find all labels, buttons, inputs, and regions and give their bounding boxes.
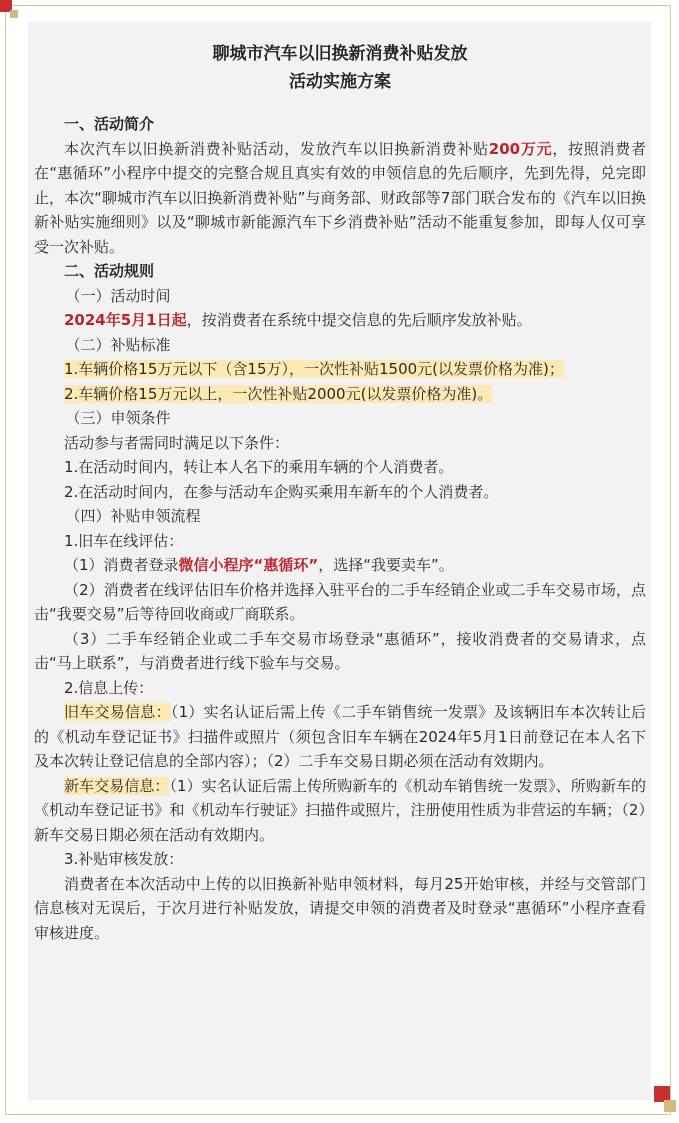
standard-heading: （二）补贴标准 (65, 335, 171, 354)
step-1-a-post: ，选择“我要卖车”。 (318, 556, 454, 574)
document-title (34, 40, 646, 96)
section-2-heading: 二、活动规则 (64, 262, 155, 280)
step-1-heading: 1.旧车在线评估： (64, 531, 184, 550)
time-text: ，按消费者在系统中提交信息的先后顺序发放补贴。 (186, 311, 532, 329)
subsidy-amount: 200万元 (488, 139, 553, 158)
old-car-info-text: （1）实名认证后需上传《二手车销售统一发票》及该辆旧车本次转让后的《机动车登记证书》扫描件或照片（须包含旧车车辆在2024年5月1日前登记在本人名下及本次转让登记信息的全部内容）；（2）二手车交易日期必须在活动有效期内。 (34, 703, 646, 770)
step-1-c: （3）二手车经销企业或二手车交易市场登录“惠循环”，接收消费者的交易请求，点击“马上联系”，与消费者进行线下验车与交易。 (34, 629, 646, 672)
conditions-intro: 活动参与者需同时满足以下条件： (64, 433, 290, 452)
new-car-info-label: 新车交易信息： (64, 776, 170, 795)
mini-program-name: 微信小程序“惠循环” (178, 556, 319, 574)
section-1-text-a: 本次汽车以旧换新消费补贴活动，发放汽车以旧换新消费补贴 (64, 139, 489, 158)
standard-item-2 (34, 382, 646, 407)
corner-decoration-top-left-inner (10, 10, 18, 18)
time-paragraph (34, 308, 646, 333)
step-1-a-pre: （1）消费者登录 (64, 556, 179, 574)
step-1-a (34, 553, 646, 578)
step-1-b: （2）消费者在线评估旧车价格并选择入驻平台的二手车经销企业或二手车交易市场，点击“我要交易”后等待回收商或厂商联系。 (34, 580, 646, 623)
start-date: 2024年5月1日起 (64, 311, 187, 329)
section-1-paragraph (34, 137, 646, 260)
old-car-info-label: 旧车交易信息： (64, 703, 171, 721)
old-car-info (34, 700, 646, 774)
step-2-heading: 2.信息上传： (64, 678, 154, 697)
section-1-text-b: ，按照消费者在“惠循环”小程序中提交的完整合规且真实有效的申领信息的先后顺序，先到先得，兑完即止，本次“聊城市汽车以旧换新消费补贴”与商务部、财政部等7部门联合发布的《汽车以旧换新补贴实施细则》以及“聊城市新能源汽车下乡消费补贴”活动不能重复参加，即每人仅可享受一次补贴。 (34, 139, 646, 256)
conditions-item-2: 2.在活动时间内，在参与活动车企购买乘用车新车的个人消费者。 (64, 482, 499, 501)
standard-item-2-text: 2.车辆价格15万元以上，一次性补贴2000元(以发票价格为准)。 (64, 384, 493, 403)
new-car-info-text: （1）实名认证后需上传所购新车的《机动车销售统一发票》、所购新车的《机动车登记证书》和《机动车行驶证》扫描件或照片，注册使用性质为非营运的车辆；（2）新车交易日期必须在活动有效期内。 (34, 776, 646, 844)
conditions-item-1: 1.在活动时间内，转让本人名下的乘用车辆的个人消费者。 (64, 458, 454, 476)
document-content (34, 40, 646, 945)
conditions-heading: （三）申领条件 (65, 409, 171, 427)
process-heading: （四）补贴申领流程 (65, 507, 201, 525)
standard-item-1-text: 1.车辆价格15万元以下（含15万），一次性补贴1500元(以发票价格为准)； (64, 360, 564, 378)
corner-decoration-bottom-right-inner (664, 1100, 676, 1112)
step-3-heading: 3.补贴审核发放： (64, 850, 184, 868)
section-1-heading: 一、活动简介 (64, 115, 155, 133)
time-heading: （一）活动时间 (65, 286, 171, 305)
title-line-1: 聊城市汽车以旧换新消费补贴发放 (212, 44, 468, 64)
standard-item-1 (34, 357, 646, 382)
step-3-text: 消费者在本次活动中上传的以旧换新补贴申领材料，每月25开始审核，并经与交管部门信息核对无误后，于次月进行补贴发放，请提交申领的消费者及时登录“惠循环”小程序查看审核进度。 (34, 874, 646, 942)
title-line-2: 活动实施方案 (289, 72, 391, 92)
new-car-info (34, 774, 646, 848)
